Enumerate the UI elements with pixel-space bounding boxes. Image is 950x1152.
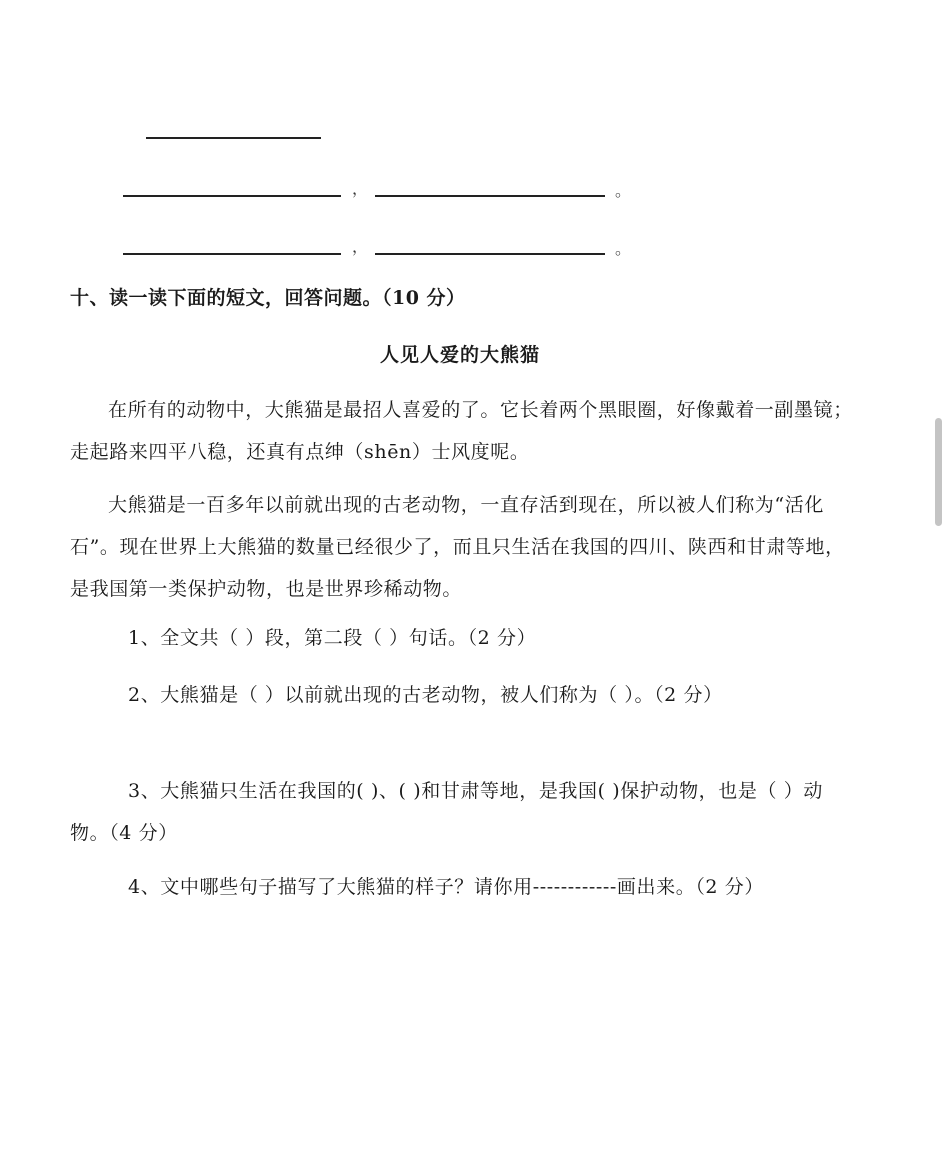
scrollbar-thumb[interactable] [935,418,942,526]
section-heading: 十、读一读下面的短文，回答问题。（10 分） [70,287,466,309]
passage-paragraph-1: 在所有的动物中，大熊猫是最招人喜爱的了。它长着两个黑眼圈，好像戴着一副墨镜；走起路来四平八稳，还真有点绅（shēn）士风度呢。 [70,399,853,463]
question-2: 2、大熊猫是（ ）以前就出现的古老动物，被人们称为（ ）。（2 分） [128,684,723,706]
answer-line-row3-left[interactable] [123,253,341,255]
answer-line-top[interactable] [146,137,321,139]
question-3: 3、大熊猫只生活在我国的( )、( )和甘肃等地，是我国( )保护动物，也是（ ）动物。（4 分） [70,780,823,844]
answer-end-mark: 。 [615,181,632,200]
answer-separator: ， [352,179,369,198]
answer-line-row2-right[interactable] [375,195,605,197]
answer-line-row3-right[interactable] [375,253,605,255]
question-4: 4、文中哪些句子描写了大熊猫的样子？请你用------------画出来。（2 分） [128,876,764,898]
answer-separator: ， [352,237,369,256]
passage-title: 人见人爱的大熊猫 [379,344,540,366]
passage-paragraph-2: 大熊猫是一百多年以前就出现的古老动物，一直存活到现在，所以被人们称为“活化石”。现在世界上大熊猫的数量已经很少了，而且只生活在我国的四川、陕西和甘肃等地，是我国第一类保护动物，也是世界珍稀动物。 [70,494,845,600]
question-1: 1、全文共（ ）段，第二段（ ）句话。（2 分） [128,627,537,649]
answer-end-mark: 。 [615,239,632,258]
answer-line-row2-left[interactable] [123,195,341,197]
